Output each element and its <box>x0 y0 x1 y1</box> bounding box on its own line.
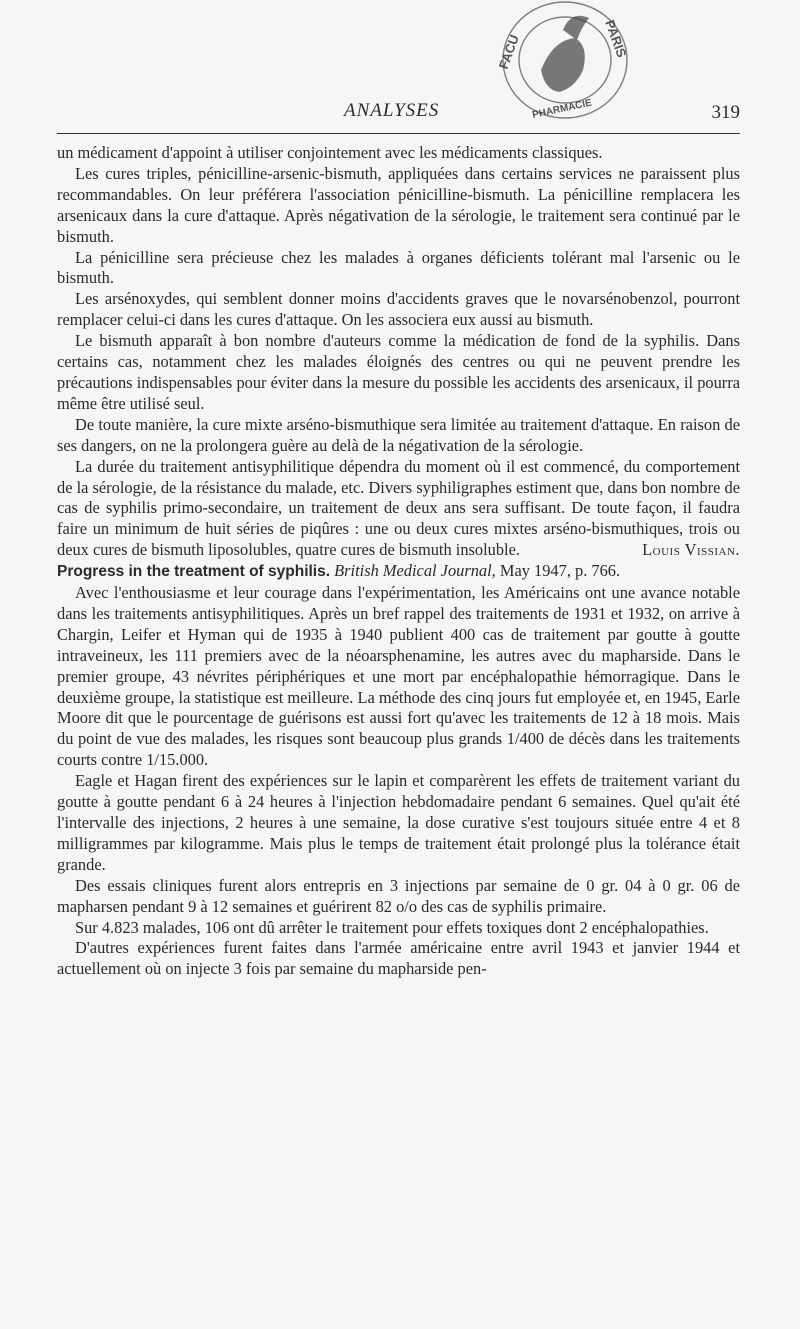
article-heading <box>57 561 740 583</box>
paragraph: De toute manière, la cure mixte arséno-bismuthique sera limitée au traitement d'attaque. En raison de ses dangers, on ne la prolongera guère au delà de la négativation de la sérologie. <box>57 414 740 455</box>
paragraph: un médicament d'appoint à utiliser conjointement avec les médicaments classiques. <box>57 143 603 162</box>
paragraph: Avec l'enthousiasme et leur courage dans l'expérimentation, les Américains ont une avance notable dans les traitements antisyphilitiques. Après un bref rappel des traitements de 1931 et 1932, on arrive à Chargin, Leifer et Hyman qui de 1935 à 1940 publient 400 cas de traitement par goutte à goutte intraveineux, les 111 premiers avec de la néoarsphenamine, les autres avec du mapharside. Dans le premier groupe, 43 névrites périphériques et une mort par encéphalopathie hémorragique. Dans le deuxième groupe, la statistique est meilleure. La méthode des cinq jours fut employée et, en 1945, Earle Moore dit que le pourcentage de guérisons est aussi fort qu'avec les traitements de 12 à 18 mois. Mais du point de vue des malades, les risques sont beaucoup plus grands 1/400 de décès dans les traitements courts contre 1/15.000. <box>57 583 740 770</box>
running-title: ANALYSES <box>344 100 440 121</box>
paragraph: D'autres expériences furent faites dans l'armée américaine entre avril 1943 et janvier 1944 et actuellement où on injecte 3 fois par semaine du mapharside pen- <box>57 938 740 979</box>
svg-text:FACU: FACU <box>495 32 522 72</box>
paragraph: Sur 4.823 malades, 106 ont dû arrêter le traitement pour effets toxiques dont 2 encéphalopathies. <box>75 917 709 937</box>
journal-name: British Medical Journal, <box>334 561 496 581</box>
citation-date: May 1947, p. 766. <box>499 561 621 581</box>
page-body <box>57 143 740 980</box>
paragraph: La durée du traitement antisyphilitique dépendra du moment où il est commencé, du comportement de la sérologie, de la résistance du malade, etc. Divers syphiligraphes estiment que, dans bon nombre de cas de syphilis primo-secondaire, un traitement de deux ans sera suffisant. De toute façon, il faudra faire un minimum de huit séries de piqûres : une ou deux cures mixtes arséno-bismuthiques, trois ou deux cures de bismuth liposolubles, quatre cures de bismuth insoluble. <box>57 456 740 560</box>
paragraph: Le bismuth apparaît à bon nombre d'auteurs comme la médication de fond de la syphilis. Dans certains cas, notamment chez les malades éloignés des centres ou qui ne peuvent prendre les précautions indispensables pour éviter dans la mesure du possible les accidents des arsenicaux, il pourra même être utilisé seul. <box>57 331 740 413</box>
paragraph: Eagle et Hagan firent des expériences sur le lapin et comparèrent les effets de traitement variant du goutte à goutte pendant 6 à 24 heures à l'injection hebdomadaire pendant 6 semaines. Quel qu'ait été l'intervalle des injections, 2 heures à une semaine, la dose curative s'est toujours située entre 4 et 8 milligrammes par kilogramme. Mais plus le temps de traitement était prolongé plus la tolérance était grande. <box>57 771 740 874</box>
paragraph: Des essais cliniques furent alors entrepris en 3 injections par semaine de 0 gr. 04 à 0 gr. 06 de mapharsen pendant 9 à 12 semaines et guérirent 82 o/o des cas de syphilis primaire. <box>57 875 740 916</box>
svg-text:PHARMACIE: PHARMACIE <box>531 97 593 121</box>
author-signature: Louis Vissian. <box>642 540 740 560</box>
page-header <box>57 96 740 126</box>
article-title: Progress in the treatment of syphilis. <box>57 563 331 581</box>
paragraph: La pénicilline sera précieuse chez les malades à organes déficients tolérant mal l'arsenic ou le bismuth. <box>57 247 740 288</box>
page-number: 319 <box>711 102 740 123</box>
header-rule <box>57 133 740 134</box>
paragraph: Les cures triples, pénicilline-arsenic-bismuth, appliquées dans certains services ne paraissent plus recommandables. On leur préférera l'association pénicilline-bismuth. La pénicilline remplacera les arsenicaux dans la cure d'attaque. Après négativation de la sérologie, le traitement sera continué par le bismuth. <box>57 163 740 246</box>
paragraph: Les arsénoxydes, qui semblent donner moins d'accidents graves que le novarsénobenzol, pourront remplacer celui-ci dans les cures d'attaque. On les associera eux aussi au bismuth. <box>57 289 740 330</box>
svg-text:PARIS: PARIS <box>602 17 630 60</box>
